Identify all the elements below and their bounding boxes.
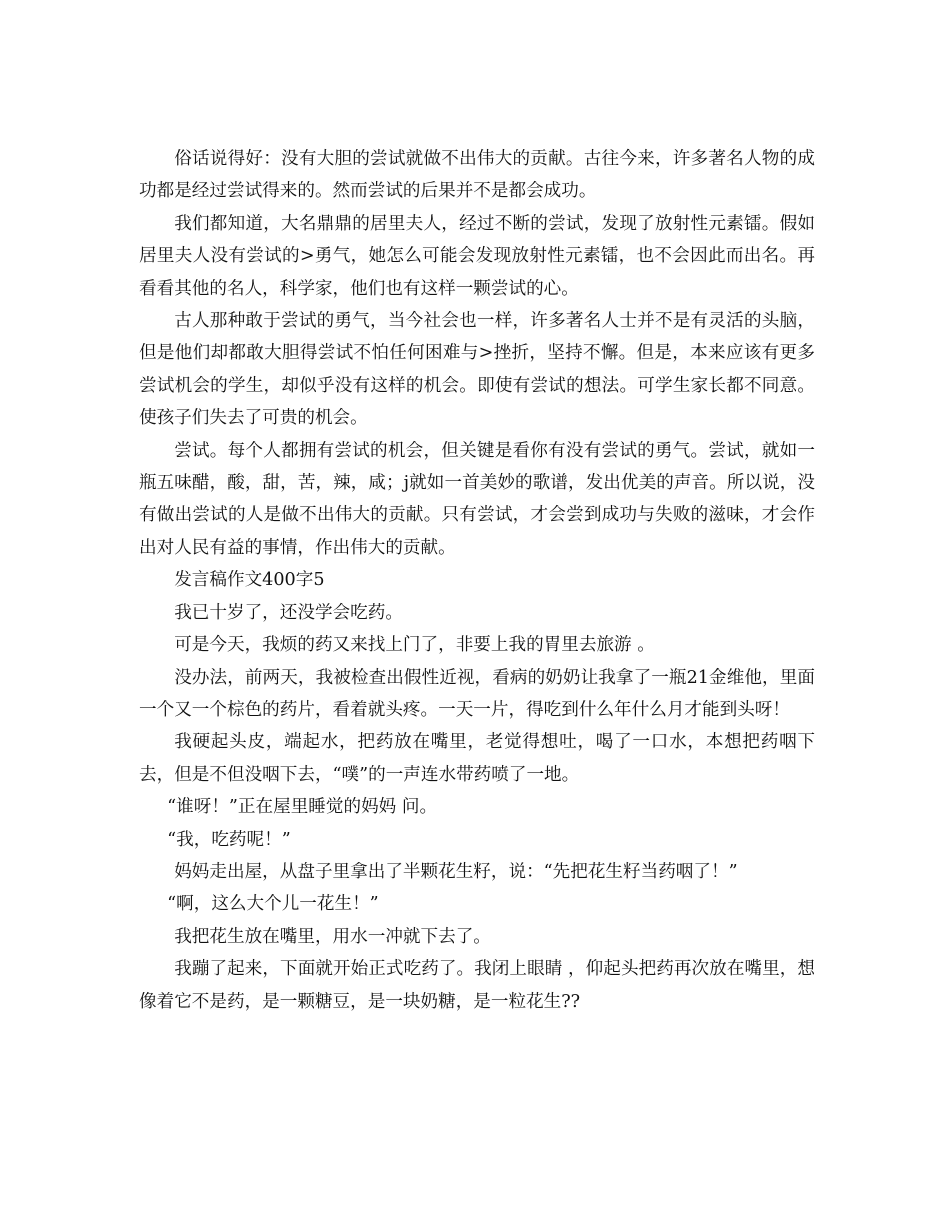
dialogue-line: “我，吃药呢！” (167, 829, 291, 850)
paragraph: 俗话说得好：没有大胆的尝试就做不出伟大的贡献。古往今来，许多著名人物的成功都是经过尝试得来的。然而尝试的后果并不是都会成功。 (139, 149, 815, 202)
paragraph: 我硬起头皮，端起水，把药放在嘴里，老觉得想吐，喝了一口水，本想把药咽下去，但是不但没咽下去，“噗”的一声连水带药喷了一地。 (139, 732, 815, 785)
paragraph: 妈妈走出屋，从盘子里拿出了半颗花生籽，说：“先把花生籽当药咽了！” (174, 861, 738, 882)
dialogue-line: “啊，这么大个儿一花生！” (167, 894, 379, 915)
paragraph: 尝试。每个人都拥有尝试的机会，但关键是看你有没有尝试的勇气。尝试，就如一瓶五味醋，酸，甜，苦，辣，咸；j就如一首美妙的歌谱，发出优美的声音。所以说，没有做出尝试的人是做不出伟大的贡献。只有尝试，才会尝到成功与失败的滋味，才会作出对人民有益的事情，作出伟大的贡献。 (139, 440, 815, 558)
paragraph: 没办法，前两天，我被检查出假性近视，看病的奶奶让我拿了一瓶21金维他，里面一个又一个棕色的药片，看着就头疼。一天一片，得吃到什么年什么月才能到头呀！ (139, 667, 815, 720)
paragraph: 我已十岁了，还没学会吃药。 (174, 602, 403, 623)
dialogue-line: “谁呀！”正在屋里睡觉的妈妈 问。 (167, 797, 438, 818)
paragraph: 可是今天，我烦的药又来找上门了，非要上我的胃里去旅游 。 (174, 635, 655, 656)
paragraph: 我把花生放在嘴里，用水一冲就下去了。 (174, 926, 491, 947)
document-page (139, 143, 815, 1018)
paragraph: 古人那种敢于尝试的勇气，当今社会也一样，许多著名人士并不是有灵活的头脑，但是他们却都敢大胆得尝试不怕任何困难与>挫折，坚持不懈。但是，本来应该有更多尝试机会的学生，却似乎没有这样的机会。即使有尝试的想法。可学生家长都不同意。使孩子们失去了可贵的机会。 (139, 311, 815, 429)
paragraph: 我们都知道，大名鼎鼎的居里夫人，经过不断的尝试，发现了放射性元素镭。假如居里夫人没有尝试的>勇气，她怎么可能会发现放射性元素镭，也不会因此而出名。再看看其他的名人，科学家，他们也有这样一颗尝试的心。 (139, 213, 815, 299)
section-heading: 发言稿作文400字5 (174, 570, 325, 591)
paragraph: 我蹦了起来，下面就开始正式吃药了。我闭上眼睛 ，仰起头把药再次放在嘴里，想像着它不是药，是一颗糖豆，是一块奶糖，是一粒花生?? (139, 959, 815, 1012)
